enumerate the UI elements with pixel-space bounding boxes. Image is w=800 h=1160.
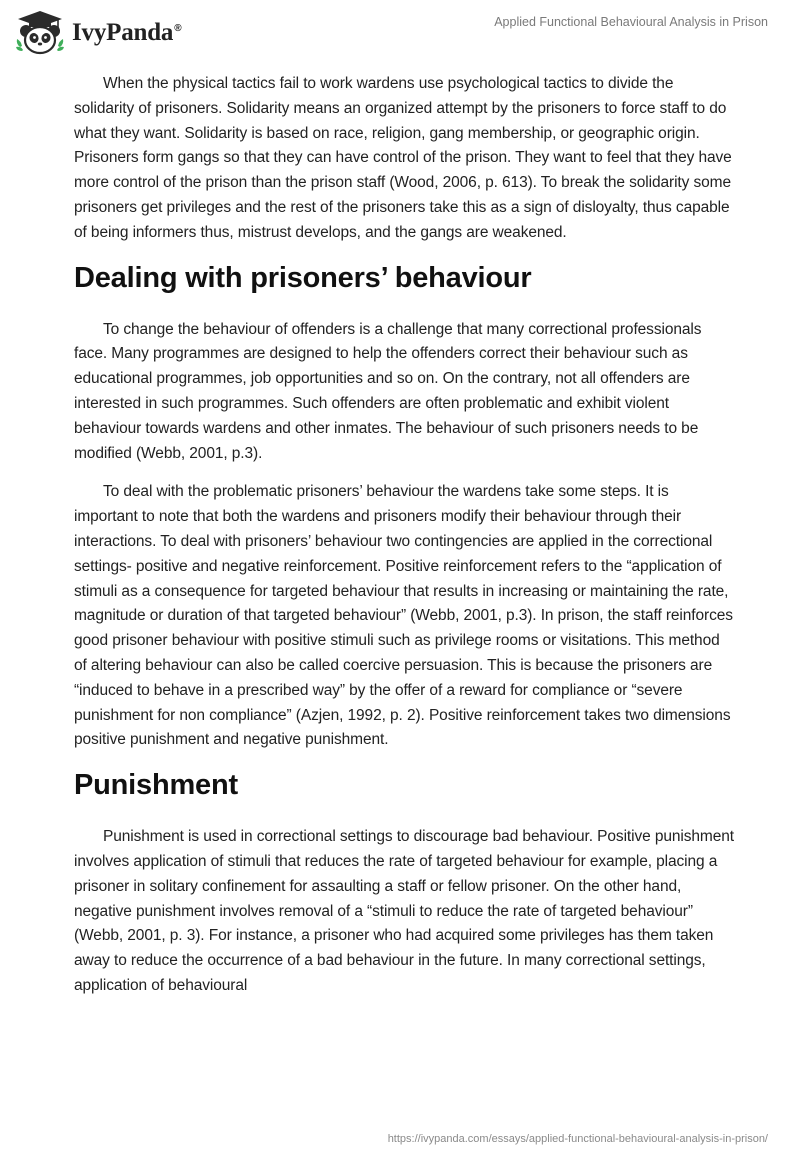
brand-name: IvyPanda® bbox=[72, 19, 182, 46]
paragraph-changing-behaviour: To change the behaviour of offenders is a challenge that many correctional professionals face. Many programmes are designed to help the offenders correct their behaviour such as educational programmes, job opportunities and so on. On the contrary, not all offenders are interested in such programmes. Such offenders are often problematic and exhibit violent behaviour towards wardens and other inmates. The behaviour of such prisoners needs to be modified (Webb, 2001, p.3). bbox=[74, 320, 702, 462]
heading-punishment: Punishment bbox=[74, 769, 238, 802]
paragraph-reinforcement: To deal with the problematic prisoners’ behaviour the wardens take some steps. It is important to note that both the wardens and prisoners modify their behaviour through their interactions. To deal with prisoners’ behaviour two contingencies are applied in the correctional settings- positive and negative reinforcement. Positive reinforcement refers to the “application of stimuli as a consequence for targeted behaviour that results in increasing or maintaining the rate, magnitude or duration of that targeted behaviour” (Webb, 2001, p.3). In prison, the staff reinforces good prisoner behaviour with positive stimuli such as privilege rooms or visitations. This method of altering behaviour can also be called coercive persuasion. This is because the prisoners are “induced to behave in a prescribed way” by the offer of a reward for compliance or “severe punishment for non compliance” (Azjen, 1992, p. 2). Positive reinforcement takes two dimensions positive punishment and negative punishment. bbox=[74, 483, 733, 749]
panda-graduate-icon bbox=[14, 9, 66, 57]
page-header bbox=[0, 0, 800, 64]
paragraph-solidarity: When the physical tactics fail to work wardens use psychological tactics to divide the solidarity of prisoners. Solidarity means an organized attempt by the prisoners to force staff to do what they want. Solidarity is based on race, religion, gang membership, or geographic origin. Prisoners form gangs so that they can have control of the prison. They want to feel that they have more control of the prison than the prison staff (Wood, 2006, p. 613). To break the solidarity some prisoners get privileges and the rest of the prisoners take this as a sign of disloyalty, thus capable of being informers thus, mistrust develops, and the gangs are weakened. bbox=[74, 75, 732, 241]
document-title: Applied Functional Behavioural Analysis in Prison bbox=[494, 15, 768, 29]
heading-dealing-with-behaviour: Dealing with prisoners’ behaviour bbox=[74, 261, 532, 294]
ivypanda-logo[interactable] bbox=[14, 8, 181, 58]
essay-body bbox=[74, 72, 734, 1013]
paragraph-punishment: Punishment is used in correctional settings to discourage bad behaviour. Positive punishment involves application of stimuli that reduces the rate of targeted behaviour for example, placing a prisoner in solitary confinement for assaulting a staff or fellow prisoner. On the other hand, negative punishment involves removal of a “stimuli to reduce the rate of targeted behaviour” (Webb, 2001, p. 3). For instance, a prisoner who had acquired some privileges has them taken away to reduce the occurrence of a bad behaviour in the future. In many correctional settings, application of behavioural bbox=[74, 828, 734, 994]
source-url[interactable]: https://ivypanda.com/essays/applied-functional-behavioural-analysis-in-prison/ bbox=[387, 1133, 768, 1145]
registered-mark: ® bbox=[174, 22, 182, 34]
